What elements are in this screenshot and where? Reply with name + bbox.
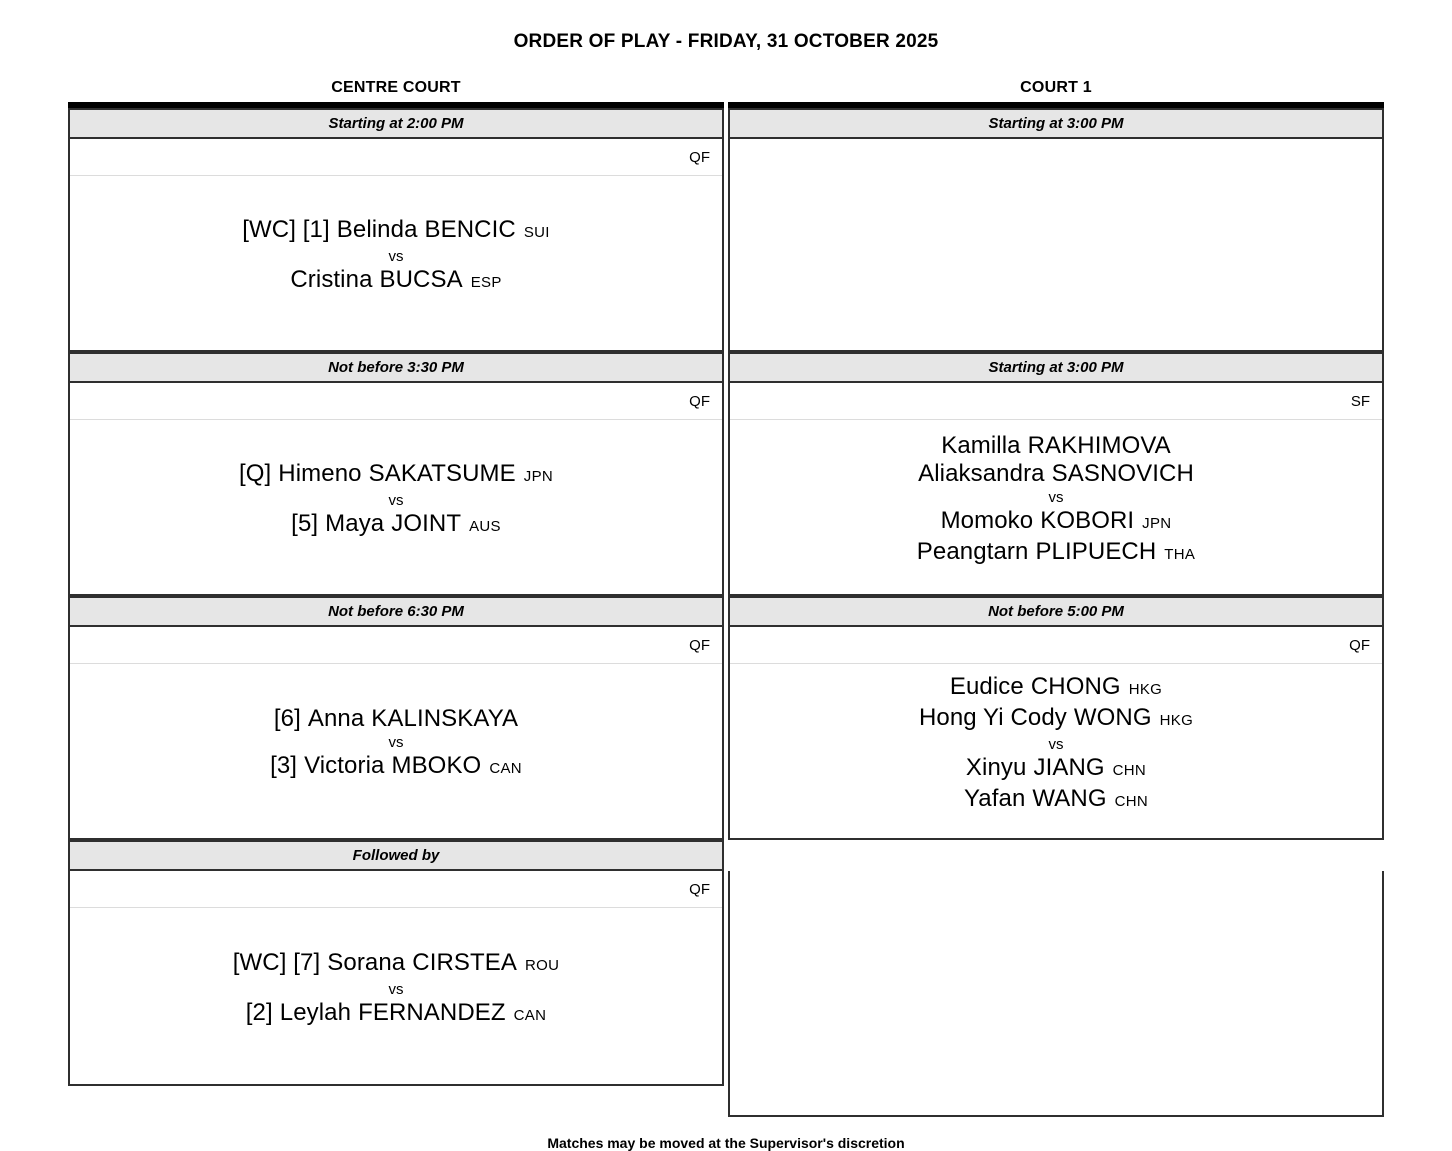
player-row bbox=[274, 705, 518, 733]
player-seed: [Q] bbox=[238, 459, 272, 487]
time-band-court1-1: Starting at 3:00 PM bbox=[728, 108, 1384, 139]
player-lastname: JIANG bbox=[1033, 753, 1105, 781]
time-band-court1-2: Starting at 3:00 PM bbox=[728, 352, 1384, 383]
footer-note: Matches may be moved at the Supervisor's discretion bbox=[547, 1135, 905, 1151]
player-lastname: SASNOVICH bbox=[1051, 459, 1194, 487]
schedule-grid bbox=[68, 108, 1384, 1117]
match-body-centre-2 bbox=[70, 420, 722, 594]
player-country: ROU bbox=[524, 956, 560, 974]
player-lastname: RAKHIMOVA bbox=[1027, 431, 1171, 459]
round-label-centre-4: QF bbox=[689, 880, 710, 898]
round-row-court1-4 bbox=[730, 871, 1382, 908]
court-headers bbox=[68, 79, 1384, 97]
match-side-a-court1-2 bbox=[918, 432, 1194, 488]
player-country: CHN bbox=[1112, 761, 1147, 779]
player-lastname: CHONG bbox=[1030, 672, 1121, 700]
time-band-centre-3: Not before 6:30 PM bbox=[68, 596, 724, 627]
player-row bbox=[918, 460, 1194, 488]
centre-court-column bbox=[68, 108, 724, 1117]
player-lastname: MBOKO bbox=[391, 752, 482, 779]
court-1-column bbox=[728, 108, 1384, 1117]
vs-label-centre-3: vs bbox=[388, 734, 404, 751]
match-cell-court1-3[interactable] bbox=[728, 627, 1384, 840]
player-firstname: Maya bbox=[325, 509, 385, 537]
vs-label-centre-1: vs bbox=[388, 247, 404, 265]
match-cell-court1-4[interactable] bbox=[728, 871, 1384, 1117]
time-band-centre-1: Starting at 2:00 PM bbox=[68, 108, 724, 139]
player-seed: [WC] [7] bbox=[232, 948, 321, 976]
player-country: JPN bbox=[1142, 514, 1172, 532]
player-row bbox=[918, 432, 1194, 460]
round-label-centre-3: QF bbox=[689, 636, 710, 654]
player-firstname: Yafan bbox=[963, 784, 1026, 812]
match-cell-centre-3[interactable] bbox=[68, 627, 724, 840]
vs-label-court1-3: vs bbox=[1048, 735, 1064, 753]
player-country: CAN bbox=[513, 1006, 547, 1024]
vs-label-court1-2: vs bbox=[1048, 488, 1064, 506]
player-seed: [6] bbox=[273, 705, 301, 732]
time-band-centre-4: Followed by bbox=[68, 840, 724, 871]
match-body-centre-3 bbox=[70, 664, 722, 838]
player-firstname: Anna bbox=[307, 705, 365, 732]
player-seed: [WC] [1] bbox=[242, 215, 330, 243]
match-side-b-court1-2 bbox=[917, 507, 1195, 569]
time-band-centre-2: Not before 3:30 PM bbox=[68, 352, 724, 383]
player-row bbox=[917, 538, 1195, 569]
player-firstname: Peangtarn bbox=[916, 537, 1029, 565]
player-row bbox=[919, 704, 1193, 735]
player-row bbox=[239, 460, 553, 491]
player-country: ESP bbox=[470, 273, 502, 291]
player-lastname: CIRSTEA bbox=[412, 948, 517, 976]
round-label-court1-2: SF bbox=[1350, 392, 1370, 410]
player-lastname: JOINT bbox=[391, 509, 462, 537]
match-cell-centre-4[interactable] bbox=[68, 871, 724, 1086]
player-firstname: Eudice bbox=[949, 672, 1024, 700]
match-cell-court1-2[interactable] bbox=[728, 383, 1384, 596]
player-country: AUS bbox=[469, 517, 501, 535]
player-country: CAN bbox=[489, 760, 522, 777]
round-label-court1-3: QF bbox=[1349, 636, 1370, 654]
round-row-court1-2 bbox=[730, 383, 1382, 420]
player-firstname: Aliaksandra bbox=[918, 459, 1045, 487]
match-cell-centre-1[interactable] bbox=[68, 139, 724, 352]
player-lastname: SAKATSUME bbox=[368, 459, 516, 487]
player-lastname: KALINSKAYA bbox=[371, 705, 519, 732]
round-row-court1-1 bbox=[730, 139, 1382, 176]
match-cell-court1-1[interactable] bbox=[728, 139, 1384, 352]
match-side-b-centre-4 bbox=[246, 999, 546, 1030]
time-band-court1-3: Not before 5:00 PM bbox=[728, 596, 1384, 627]
player-row bbox=[964, 754, 1148, 785]
player-lastname: BUCSA bbox=[379, 265, 463, 293]
player-lastname: WONG bbox=[1073, 703, 1152, 731]
match-body-court1-2 bbox=[730, 420, 1382, 594]
player-row bbox=[233, 949, 559, 980]
player-firstname: Sorana bbox=[327, 948, 406, 976]
player-row bbox=[270, 752, 522, 783]
player-row bbox=[917, 507, 1195, 538]
page-title: ORDER OF PLAY - FRIDAY, 31 OCTOBER 2025 bbox=[513, 31, 939, 52]
vs-label-centre-2: vs bbox=[388, 491, 404, 509]
match-side-a-centre-2 bbox=[239, 460, 553, 491]
player-seed: [5] bbox=[291, 509, 319, 537]
match-side-a-centre-4 bbox=[233, 949, 559, 980]
round-label-centre-2: QF bbox=[689, 392, 710, 410]
time-band-court1-4 bbox=[728, 840, 1384, 871]
match-side-b-court1-3 bbox=[964, 754, 1148, 816]
match-side-b-centre-1 bbox=[290, 266, 501, 297]
match-body-court1-3 bbox=[730, 664, 1382, 838]
match-side-a-centre-1 bbox=[242, 216, 549, 247]
match-side-a-court1-3 bbox=[919, 673, 1193, 735]
player-seed: [3] bbox=[270, 752, 298, 779]
player-country: HKG bbox=[1128, 680, 1163, 698]
player-country: CHN bbox=[1114, 792, 1148, 810]
player-row bbox=[242, 216, 549, 247]
round-label-centre-1: QF bbox=[689, 148, 710, 166]
player-lastname: PLIPUECH bbox=[1035, 537, 1157, 565]
player-lastname: WANG bbox=[1032, 784, 1107, 812]
player-firstname: Momoko bbox=[940, 506, 1034, 534]
court-header-court-1: COURT 1 bbox=[1020, 79, 1092, 96]
court-header-centre-court: CENTRE COURT bbox=[331, 79, 461, 96]
round-row-court1-3 bbox=[730, 627, 1382, 664]
player-firstname: Leylah bbox=[279, 998, 352, 1026]
player-firstname: Kamilla bbox=[941, 431, 1021, 459]
player-firstname: Hong Yi Cody bbox=[918, 703, 1067, 731]
match-cell-centre-2[interactable] bbox=[68, 383, 724, 596]
player-lastname: FERNANDEZ bbox=[358, 998, 506, 1026]
vs-label-centre-4: vs bbox=[388, 980, 404, 998]
player-country: JPN bbox=[523, 467, 554, 485]
player-firstname: Xinyu bbox=[965, 753, 1027, 781]
round-row-centre-4 bbox=[70, 871, 722, 908]
match-side-b-centre-2 bbox=[291, 510, 501, 541]
player-country: HKG bbox=[1159, 711, 1194, 729]
player-row bbox=[291, 510, 501, 541]
player-row bbox=[290, 266, 501, 297]
player-country: THA bbox=[1164, 545, 1196, 563]
round-row-centre-1 bbox=[70, 139, 722, 176]
round-row-centre-2 bbox=[70, 383, 722, 420]
player-firstname: Cristina bbox=[290, 265, 373, 293]
player-row bbox=[919, 673, 1193, 704]
match-body-centre-4 bbox=[70, 908, 722, 1084]
match-side-a-centre-3 bbox=[274, 705, 518, 733]
player-lastname: KOBORI bbox=[1040, 506, 1135, 534]
player-firstname: Belinda bbox=[336, 215, 418, 243]
match-side-b-centre-3 bbox=[270, 752, 522, 783]
player-firstname: Victoria bbox=[304, 752, 385, 779]
player-lastname: BENCIC bbox=[424, 215, 516, 243]
player-row bbox=[246, 999, 546, 1030]
player-seed: [2] bbox=[245, 998, 273, 1026]
match-body-centre-1 bbox=[70, 176, 722, 350]
round-row-centre-3 bbox=[70, 627, 722, 664]
player-country: SUI bbox=[523, 223, 550, 241]
player-firstname: Himeno bbox=[278, 459, 362, 487]
player-row bbox=[964, 785, 1148, 816]
